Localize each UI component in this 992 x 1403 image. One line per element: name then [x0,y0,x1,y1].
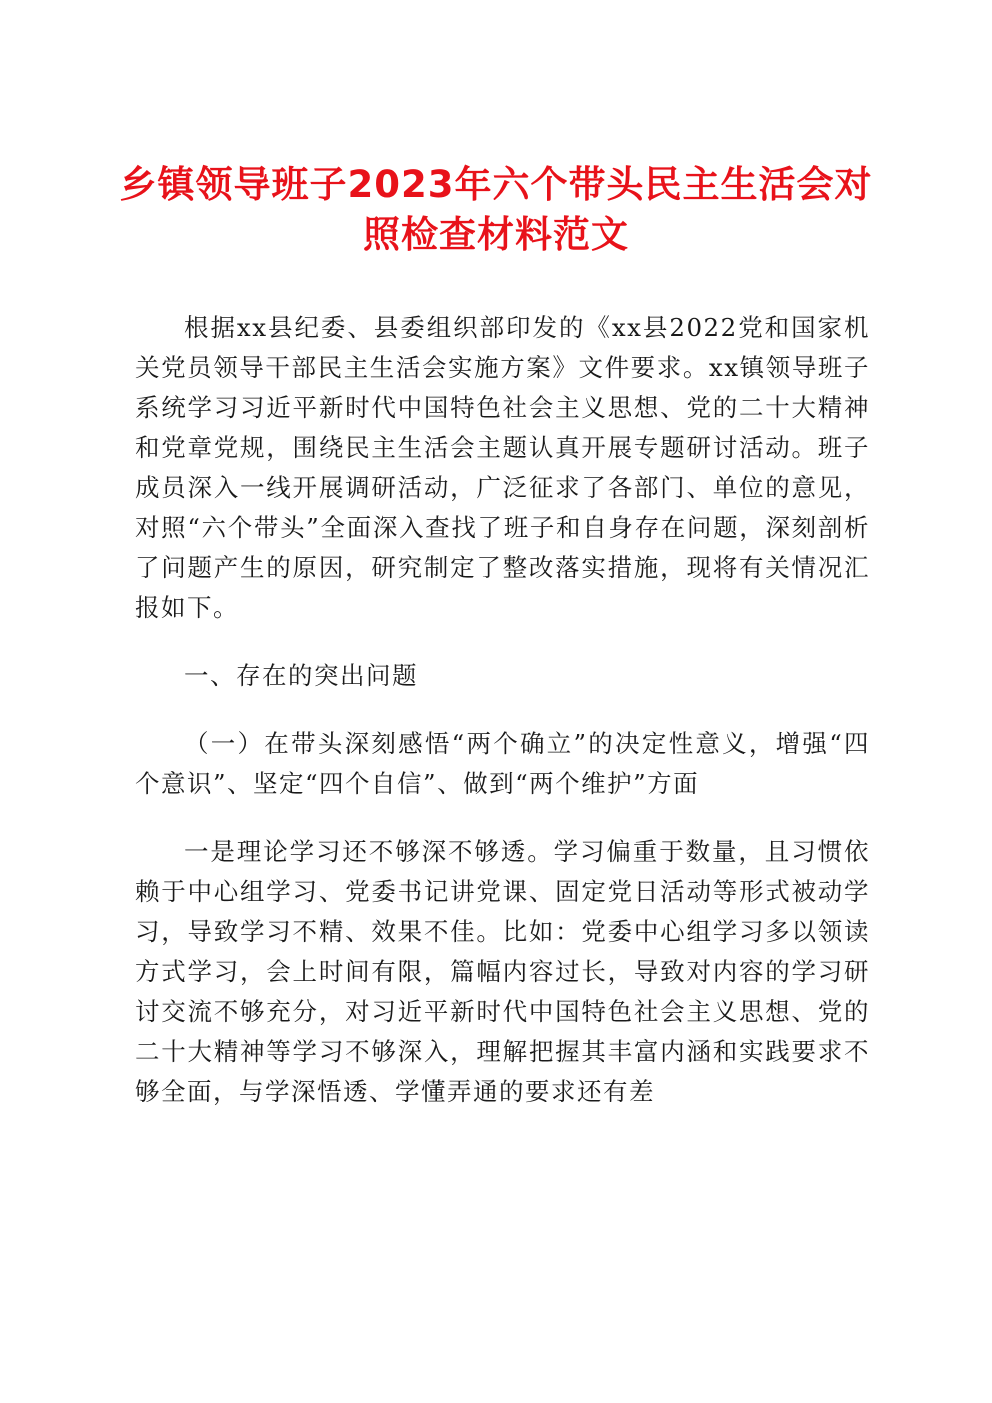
intro-paragraph: 根据xx县纪委、县委组织部印发的《xx县2022党和国家机关党员领导干部民主生活会实施方案》文件要求。xx镇领导班子系统学习习近平新时代中国特色社会主义思想、党的二十大精神和党章党规，围绕民主生活会主题认真开展专题研讨活动。班子成员深入一线开展调研活动，广泛征求了各部门、单位的意见，对照“六个带头”全面深入查找了班子和自身存在问题，深刻剖析了问题产生的原因，研究制定了整改落实措施，现将有关情况汇报如下。 [135,313,870,622]
document-body [135,308,870,1112]
body-paragraph: 一是理论学习还不够深不够透。学习偏重于数量，且习惯依赖于中心组学习、党委书记讲党课、固定党日活动等形式被动学习，导致学习不精、效果不佳。比如：党委中心组学习多以领读方式学习，会上时间有限，篇幅内容过长，导致对内容的学习研讨交流不够充分，对习近平新时代中国特色社会主义思想、党的二十大精神等学习不够深入，理解把握其丰富内涵和实践要求不够全面，与学深悟透、学懂弄通的要求还有差 [135,837,870,1106]
title-line-1: 乡镇领导班子2023年六个带头民主生活会对 [119,163,873,206]
section-heading: 一、存在的突出问题 [184,661,418,690]
subsection-heading: （一）在带头深刻感悟“两个确立”的决定性意义，增强“四个意识”、坚定“四个自信”、做到“两个维护”方面 [135,729,870,798]
document-title [100,160,892,260]
title-line-2: 照检查材料范文 [363,213,629,256]
